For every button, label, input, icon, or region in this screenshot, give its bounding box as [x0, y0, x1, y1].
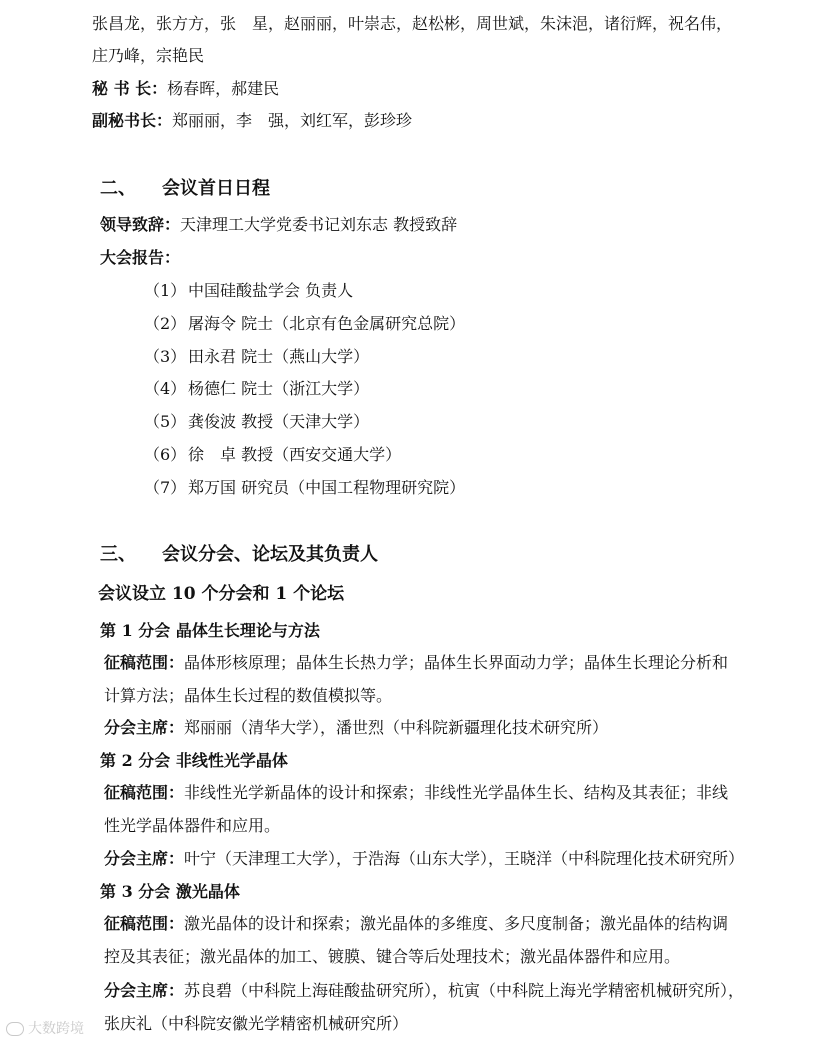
watermark — [6, 1018, 84, 1038]
section2-number: 二、 — [100, 178, 136, 199]
deputy-secretary-value: 郑丽丽，李 强，刘红军，彭珍珍 — [172, 111, 413, 130]
session2-scope-line1: 非线性光学新晶体的设计和探索；非线性光学晶体生长、结构及其表征；非线 — [184, 783, 729, 802]
session3-chair-line2: 张庆礼（中科院安徽光学精密机械研究所） — [104, 1014, 409, 1033]
report-number: （6） — [144, 445, 187, 464]
report-item — [144, 313, 465, 335]
session3-title: 第 3 分会 激光晶体 — [100, 882, 240, 901]
session2-scope-label: 征稿范围： — [104, 783, 185, 802]
leader-speech-value: 天津理工大学党委书记刘东志 教授致辞 — [180, 215, 458, 234]
report-item — [144, 477, 465, 499]
secretary-row — [92, 78, 279, 100]
reports-label: 大会报告： — [100, 248, 181, 267]
session3-chair-line1: 苏良碧（中科院上海硅酸盐研究所），杭寅（中科院上海光学精密机械研究所）， — [184, 981, 745, 1000]
secretary-value: 杨春晖，郝建民 — [167, 79, 280, 98]
session2-scope-line2: 性光学晶体器件和应用。 — [104, 816, 281, 835]
watermark-logo-icon — [6, 1022, 24, 1036]
secretary-label: 秘 书 长： — [92, 79, 168, 98]
session3-scope-label: 征稿范围： — [104, 914, 185, 933]
session1-chair-label: 分会主席： — [104, 718, 185, 737]
session3-chair-row — [104, 980, 744, 1002]
section2-heading — [100, 178, 270, 200]
report-text: 郑万国 研究员（中国工程物理研究院） — [188, 478, 466, 497]
session1-scope-line1: 晶体形核原理；晶体生长热力学；晶体生长界面动力学；晶体生长理论分析和 — [184, 653, 729, 672]
watermark-text: 大数跨境 — [28, 1021, 84, 1037]
report-text: 龚俊波 教授（天津大学） — [188, 412, 370, 431]
report-number: （4） — [144, 379, 187, 398]
section3-heading — [100, 544, 378, 566]
committee-members-line2: 庄乃峰，宗艳民 — [92, 46, 205, 65]
leader-speech-row — [100, 214, 457, 236]
session1-chair-value: 郑丽丽（清华大学），潘世烈（中科院新疆理化技术研究所） — [184, 718, 609, 737]
section3-title: 会议分会、论坛及其负责人 — [162, 544, 378, 565]
session2-chair-value: 叶宁（天津理工大学），于浩海（山东大学），王晓洋（中科院理化技术研究所） — [184, 849, 745, 868]
report-item — [144, 411, 369, 433]
session2-chair-row — [104, 848, 744, 870]
report-item — [144, 378, 369, 400]
report-item — [144, 444, 401, 466]
report-text: 田永君 院士（燕山大学） — [188, 347, 370, 366]
deputy-secretary-label: 副秘书长： — [92, 111, 173, 130]
report-text: 徐 卓 教授（西安交通大学） — [188, 445, 402, 464]
leader-speech-label: 领导致辞： — [100, 215, 181, 234]
section3-subtitle: 会议设立 10 个分会和 1 个论坛 — [98, 584, 345, 604]
session1-chair-row — [104, 717, 608, 739]
report-text: 屠海令 院士（北京有色金属研究总院） — [188, 314, 466, 333]
deputy-secretary-row — [92, 110, 412, 132]
section2-title: 会议首日日程 — [162, 178, 270, 199]
report-item — [144, 280, 353, 302]
session3-scope-row — [104, 913, 728, 935]
session2-title: 第 2 分会 非线性光学晶体 — [100, 751, 288, 770]
session3-chair-label: 分会主席： — [104, 981, 185, 1000]
report-number: （2） — [144, 314, 187, 333]
session1-scope-line2: 计算方法；晶体生长过程的数值模拟等。 — [104, 686, 393, 705]
report-number: （5） — [144, 412, 187, 431]
session1-scope-row — [104, 652, 728, 674]
report-number: （1） — [144, 281, 187, 300]
report-number: （3） — [144, 347, 187, 366]
session1-scope-label: 征稿范围： — [104, 653, 185, 672]
session3-scope-line1: 激光晶体的设计和探索；激光晶体的多维度、多尺度制备；激光晶体的结构调 — [184, 914, 729, 933]
section3-number: 三、 — [100, 544, 136, 565]
report-item — [144, 346, 369, 368]
report-text: 中国硅酸盐学会 负责人 — [188, 281, 354, 300]
session3-scope-line2: 控及其表征；激光晶体的加工、镀膜、键合等后处理技术；激光晶体器件和应用。 — [104, 947, 681, 966]
report-text: 杨德仁 院士（浙江大学） — [188, 379, 370, 398]
session2-chair-label: 分会主席： — [104, 849, 185, 868]
session1-title: 第 1 分会 晶体生长理论与方法 — [100, 621, 320, 640]
committee-members-line1: 张昌龙，张方方，张 星，赵丽丽，叶崇志，赵松彬，周世斌，朱沫浥，诸衍辉，祝名伟， — [92, 14, 733, 33]
report-number: （7） — [144, 478, 187, 497]
session2-scope-row — [104, 782, 728, 804]
